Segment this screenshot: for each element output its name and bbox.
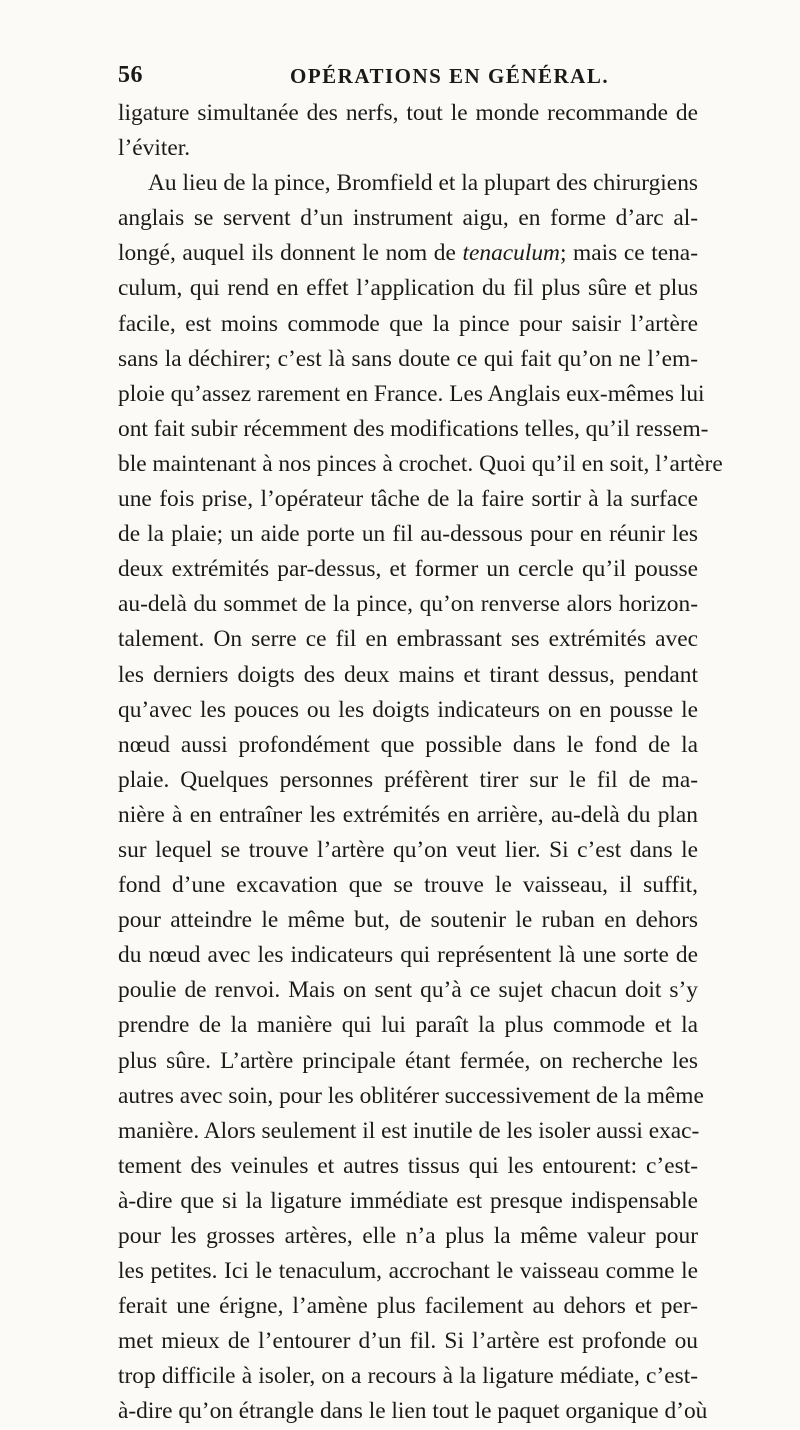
text-line: sans la déchirer; c’est là sans doute ce qui fait qu’on ne l’em- (118, 345, 698, 372)
text-line: l’éviter. (118, 135, 191, 162)
text-line: de la plaie; un aide porte un fil au-dessous pour en réunir les (118, 521, 698, 548)
text-line: fond d’une excavation que se trouve le vaisseau, il suffit, (118, 872, 698, 899)
text-line: pour les grosses artères, elle n’a plus la même valeur pour (118, 1223, 698, 1249)
text-line: du nœud avec les indicateurs qui représentent là une sorte de (118, 942, 698, 969)
text-line: deux extrémités par-dessus, et former un cercle qu’il pousse (118, 556, 698, 583)
text-line: manière. Alors seulement il est inutile de les isoler aussi exac- (118, 1117, 700, 1144)
text-line: trop difficile à isoler, on a recours à la ligature médiate, c’est- (118, 1363, 698, 1390)
text-line: nœud aussi profondément que possible dans le fond de la (118, 731, 698, 758)
term-tenaculum: tenaculum (462, 240, 560, 267)
text-line: tement des veinules et autres tissus qui les entourent: c’est- (118, 1152, 698, 1179)
text-line: une fois prise, l’opérateur tâche de la faire sortir à la surface (118, 486, 698, 513)
text-line: facile, est moins commode que la pince pour saisir l’artère (118, 310, 698, 337)
text-line: qu’avec les pouces ou les doigts indicateurs on en pousse le (118, 696, 698, 723)
text-line: pour atteindre le même but, de soutenir le ruban en dehors (118, 907, 698, 934)
running-head (118, 62, 698, 92)
text-line: prendre de la manière qui lui paraît la plus commode et la (118, 1012, 698, 1039)
text-line: ferait une érigne, l’amène plus facilement au dehors et per- (118, 1293, 698, 1320)
text-line-with-term (118, 236, 698, 271)
text-line: poulie de renvoi. Mais on sent qu’à ce sujet chacun doit s’y (118, 977, 698, 1004)
text-line: Au lieu de la pince, Bromfield et la plupart des chirurgiens (148, 170, 698, 197)
text-line: nière à en entraîner les extrémités en arrière, au-delà du plan (118, 801, 698, 828)
text-line: ploie qu’assez rarement en France. Les Anglais eux-mêmes lui (118, 380, 705, 407)
text-line: ont fait subir récemment des modifications telles, qu’il ressem- (118, 415, 709, 442)
text-line: culum, qui rend en effet l’application du fil plus sûre et plus (118, 275, 698, 302)
text-line: à-dire que si la ligature immédiate est presque indispensable (118, 1187, 698, 1214)
text-line: ble maintenant à nos pinces à crochet. Quoi qu’il en soit, l’artère (118, 450, 723, 477)
text-line: anglais se servent d’un instrument aigu, en forme d’arc al- (118, 205, 698, 232)
chapter-title: OPÉRATIONS EN GÉNÉRAL. (290, 64, 610, 88)
text-line: met mieux de l’entourer d’un fil. Si l’artère est profonde ou (118, 1328, 698, 1355)
text-line: ligature simultanée des nerfs, tout le monde recommande de (118, 100, 698, 126)
text-fragment: ; mais ce tena- (559, 240, 698, 267)
text-line: autres avec soin, pour les oblitérer successivement de la même (118, 1082, 704, 1109)
text-line: les derniers doigts des deux mains et tirant dessus, pendant (118, 661, 698, 688)
text-line: plus sûre. L’artère principale étant fermée, on recherche les (118, 1047, 698, 1074)
page-number: 56 (118, 62, 143, 88)
text-line: au-delà du sommet de la pince, qu’on renverse alors horizon- (118, 591, 698, 618)
body-text (118, 96, 723, 1430)
text-line: plaie. Quelques personnes préfèrent tirer sur le fil de ma- (118, 766, 698, 793)
text-fragment: longé, auquel ils donnent le nom de (118, 240, 463, 267)
text-line: sur lequel se trouve l’artère qu’on veut lier. Si c’est dans le (118, 836, 698, 863)
text-line: les petites. Ici le tenaculum, accrochant le vaisseau comme le (118, 1258, 698, 1285)
text-line: talement. On serre ce fil en embrassant ses extrémités avec (118, 626, 698, 653)
text-line: à-dire qu’on étrangle dans le lien tout le paquet organique d’où (118, 1398, 708, 1425)
